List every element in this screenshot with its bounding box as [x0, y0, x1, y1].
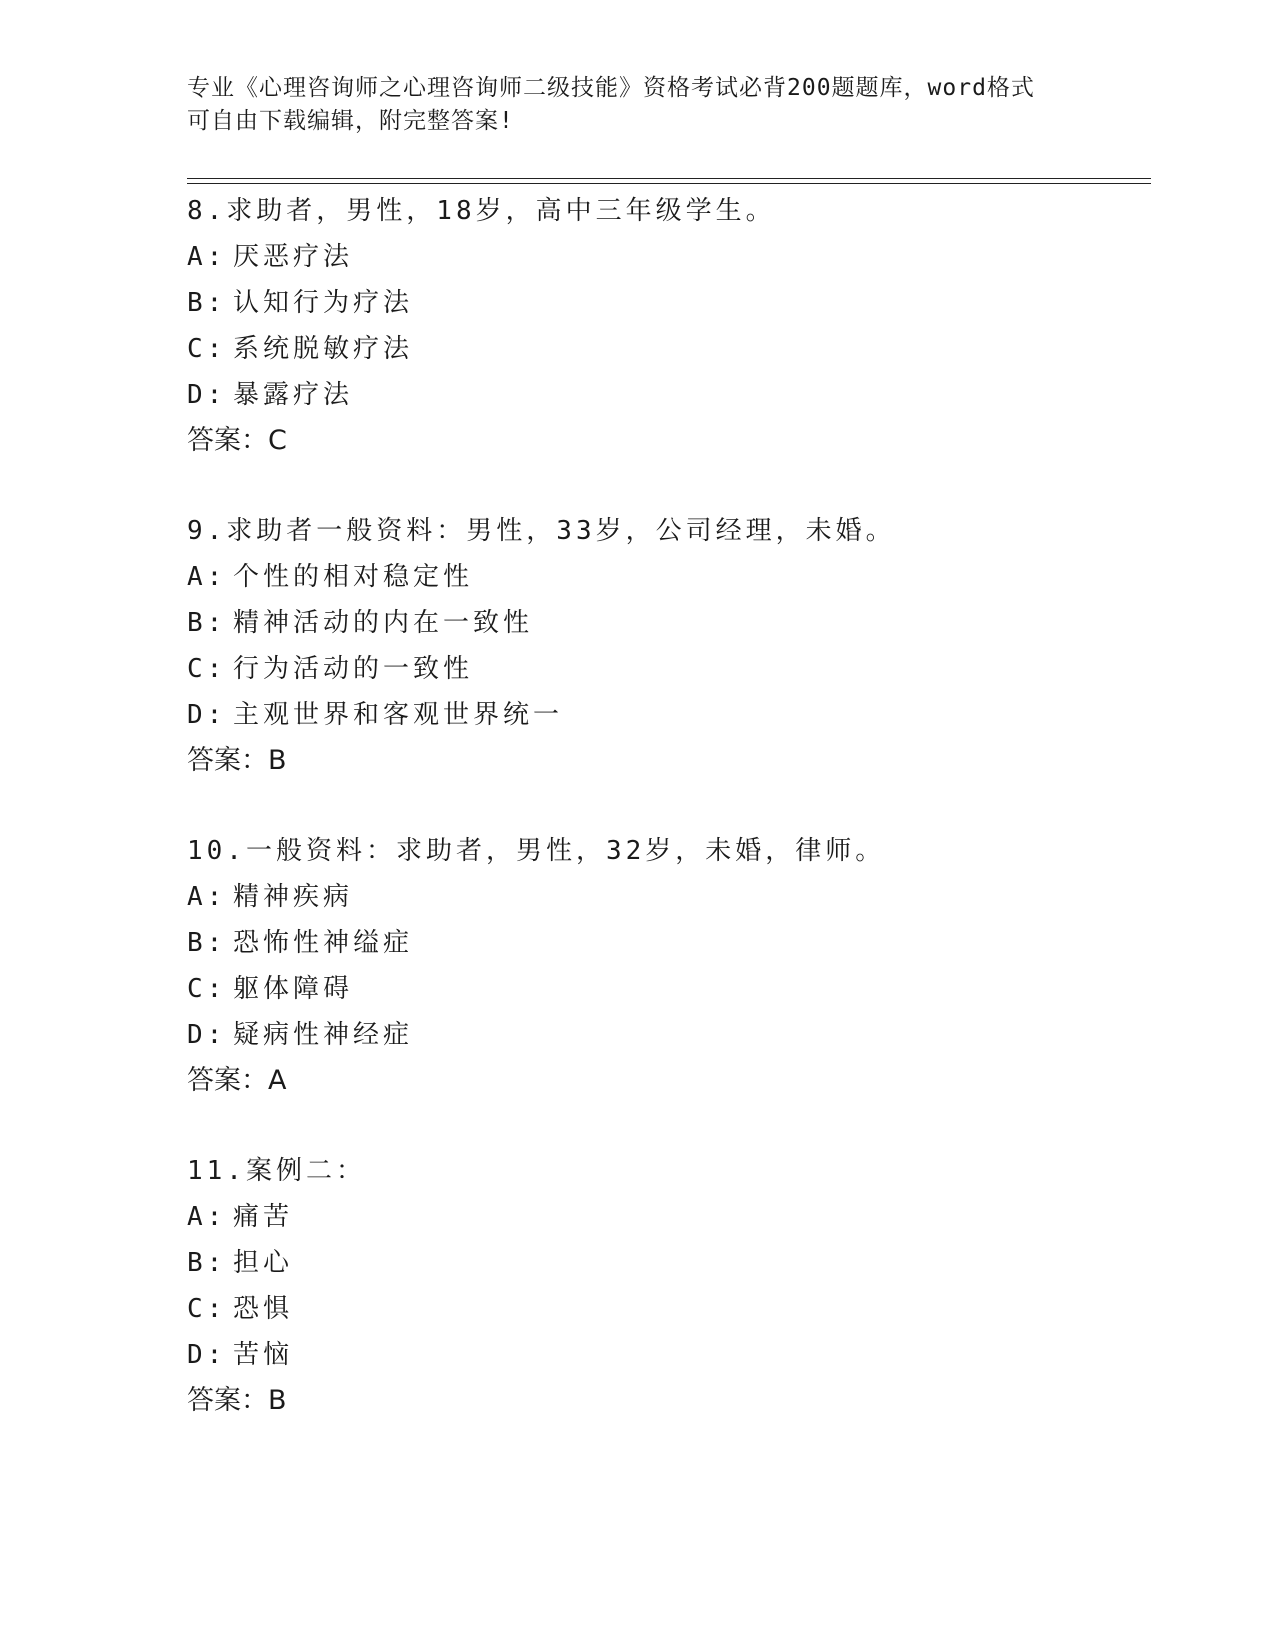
option-d: [187, 1012, 1147, 1058]
header-divider-bottom: [187, 183, 1151, 184]
question-9: [187, 508, 1147, 784]
answer-line: 答案：B: [187, 1385, 287, 1416]
option-a: [187, 234, 1147, 280]
option-text: 精神疾病: [233, 882, 354, 912]
question-stem: 10.一般资料：求助者，男性，32岁，未婚，律师。: [187, 836, 886, 866]
option-letter: C:: [187, 974, 227, 1004]
option-letter: D:: [187, 1340, 227, 1370]
option-text: 苦恼: [233, 1340, 294, 1370]
question-stem: 8.求助者，男性，18岁，高中三年级学生。: [187, 196, 776, 226]
question-11: [187, 1148, 1147, 1424]
option-text: 痛苦: [233, 1202, 294, 1232]
option-text: 恐怖性神缢症: [233, 928, 414, 958]
answer-line: 答案：A: [187, 1065, 287, 1096]
option-letter: D:: [187, 380, 227, 410]
option-letter: A:: [187, 562, 227, 592]
question-8: [187, 188, 1147, 464]
question-stem: 11.案例二：: [187, 1156, 366, 1186]
option-b: [187, 600, 1147, 646]
option-text: 认知行为疗法: [233, 288, 414, 318]
option-text: 躯体障碍: [233, 974, 354, 1004]
option-letter: B:: [187, 1248, 227, 1278]
option-text: 暴露疗法: [233, 380, 354, 410]
header-title-line-2: 可自由下载编辑，附完整答案!: [187, 108, 514, 134]
option-text: 系统脱敏疗法: [233, 334, 414, 364]
option-text: 疑病性神经症: [233, 1020, 414, 1050]
option-c: [187, 326, 1147, 372]
option-text: 担心: [233, 1248, 294, 1278]
option-text: 行为活动的一致性: [233, 654, 474, 684]
option-c: [187, 646, 1147, 692]
option-b: [187, 1240, 1147, 1286]
option-d: [187, 692, 1147, 738]
answer-line: 答案：C: [187, 425, 287, 456]
option-letter: C:: [187, 654, 227, 684]
option-text: 主观世界和客观世界统一: [233, 700, 564, 730]
option-text: 个性的相对稳定性: [233, 562, 474, 592]
option-letter: C:: [187, 334, 227, 364]
option-letter: D:: [187, 700, 227, 730]
option-b: [187, 920, 1147, 966]
answer-line: 答案：B: [187, 745, 287, 776]
option-text: 精神活动的内在一致性: [233, 608, 534, 638]
option-b: [187, 280, 1147, 326]
document-header: [187, 72, 1087, 138]
option-letter: A:: [187, 242, 227, 272]
option-d: [187, 1332, 1147, 1378]
option-a: [187, 874, 1147, 920]
option-letter: D:: [187, 1020, 227, 1050]
question-10: [187, 828, 1147, 1104]
option-a: [187, 1194, 1147, 1240]
question-stem: 9.求助者一般资料：男性，33岁，公司经理，未婚。: [187, 516, 896, 546]
option-d: [187, 372, 1147, 418]
header-title-line-1: 专业《心理咨询师之心理咨询师二级技能》资格考试必背200题题库，word格式: [187, 75, 1035, 101]
option-letter: A:: [187, 882, 227, 912]
option-text: 恐惧: [233, 1294, 294, 1324]
option-c: [187, 1286, 1147, 1332]
header-divider-top: [187, 178, 1151, 179]
option-letter: A:: [187, 1202, 227, 1232]
option-c: [187, 966, 1147, 1012]
option-letter: B:: [187, 608, 227, 638]
option-letter: B:: [187, 288, 227, 318]
option-letter: C:: [187, 1294, 227, 1324]
option-letter: B:: [187, 928, 227, 958]
option-a: [187, 554, 1147, 600]
option-text: 厌恶疗法: [233, 242, 354, 272]
